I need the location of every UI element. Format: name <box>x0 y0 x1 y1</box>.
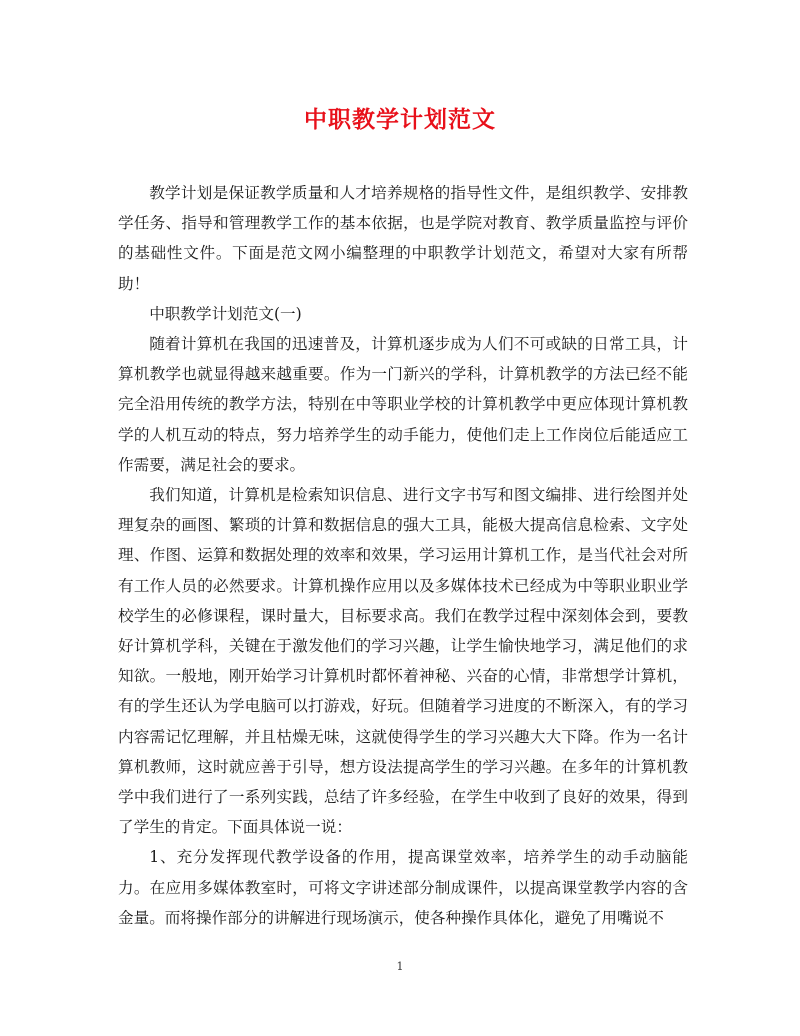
body-paragraph: 我们知道，计算机是检索知识信息、进行文字书写和图文编排、进行绘图并处理复杂的画图、繁琐的计算和数据信息的强大工具，能极大提高信息检索、文字处理、作图、运算和数据处理的效率和效果，学习运用计算机工作，是当代社会对所有工作人员的必然要求。计算机操作应用以及多媒体技术已经成为中等职业职业学校学生的必修课程，课时量大，目标要求高。我们在教学过程中深刻体会到，要教好计算机学科，关键在于激发他们的学习兴趣，让学生愉快地学习，满足他们的求知欲。一般地，刚开始学习计算机时都怀着神秘、兴奋的心情，非常想学计算机，有的学生还认为学电脑可以打游戏，好玩。但随着学习进度的不断深入，有的学习内容需记忆理解，并且枯燥无味，这就使得学生的学习兴趣大大下降。作为一名计算机教师，这时就应善于引导，想方设法提高学生的学习兴趣。在多年的计算机教学中我们进行了一系列实践，总结了许多经验，在学生中收到了良好的效果，得到了学生的肯定。下面具体说一说： <box>118 486 688 837</box>
page-number: 1 <box>396 960 404 973</box>
document-title: 中职教学计划范文 <box>304 106 496 133</box>
section-heading: 中职教学计划范文(一) <box>149 304 302 323</box>
document-body <box>118 178 688 933</box>
body-paragraph: 随着计算机在我国的迅速普及，计算机逐步成为人们不可或缺的日常工具，计算机教学也就显得越来越重要。作为一门新兴的学科，计算机教学的方法已经不能完全沿用传统的教学方法，特别在中等职业学校的计算机教学中更应体现计算机教学的人机互动的特点，努力培养学生的动手能力，使他们走上工作岗位后能适应工作需要，满足社会的要求。 <box>118 335 688 474</box>
intro-paragraph: 教学计划是保证教学质量和人才培养规格的指导性文件，是组织教学、安排教学任务、指导和管理教学工作的基本依据，也是学院对教育、教学质量监控与评价的基础性文件。下面是范文网小编整理的中职教学计划范文，希望对大家有所帮助！ <box>118 184 688 293</box>
body-paragraph: 1、充分发挥现代教学设备的作用，提高课堂效率，培养学生的动手动脑能力。在应用多媒体教室时，可将文字讲述部分制成课件，以提高课堂教学内容的含金量。而将操作部分的讲解进行现场演示，使各种操作具体化，避免了用嘴说不 <box>118 848 688 927</box>
